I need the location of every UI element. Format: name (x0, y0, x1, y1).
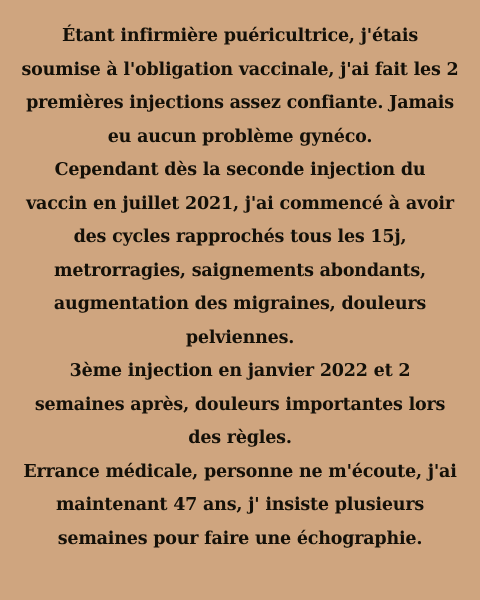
text-line: Étant infirmière puéricultrice, j'étais (61, 26, 419, 46)
text-line: des cycles rapprochés tous les 15j, (73, 227, 407, 247)
text-line: semaines pour faire une échographie. (57, 528, 423, 549)
text-line: metrorragies, saignements abondants, (54, 260, 426, 281)
text-line: premières injections assez confiante. Jamais (26, 93, 454, 113)
text-line: semaines après, douleurs importantes lors (34, 394, 446, 415)
text-line: soumise à l'obligation vaccinale, j'ai fait les 2 (21, 59, 459, 80)
testimony-text (10, 20, 470, 556)
text-line: eu aucun problème gynéco. (107, 126, 373, 147)
text-line: vaccin en juillet 2021, j'ai commencé à avoir (26, 193, 454, 214)
text-line: maintenant 47 ans, j' insiste plusieurs (55, 495, 424, 515)
text-line: Cependant dès la seconde injection du (54, 160, 426, 180)
text-line: 3ème injection en janvier 2022 et 2 (69, 361, 411, 381)
text-line: pelviennes. (185, 327, 295, 348)
text-line: Errance médicale, personne ne m'écoute, j'ai (23, 461, 457, 482)
text-line: augmentation des migraines, douleurs (53, 294, 427, 314)
text-line: des règles. (188, 428, 292, 448)
